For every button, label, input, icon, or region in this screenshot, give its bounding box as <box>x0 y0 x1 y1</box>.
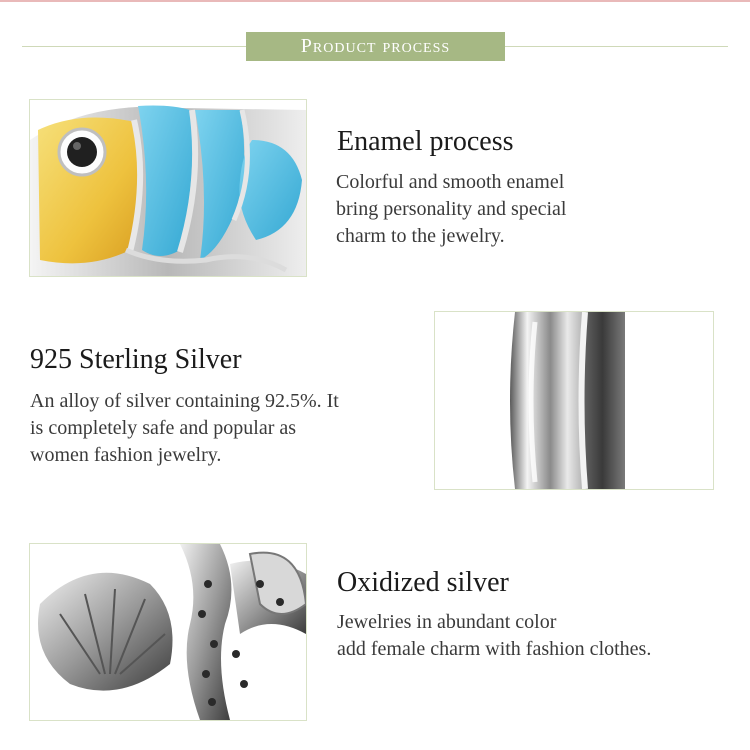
sterling-image-frame <box>434 311 714 490</box>
section-banner <box>246 32 505 61</box>
section-title-sterling: 925 Sterling Silver <box>30 344 242 375</box>
section-desc-oxidized: Jewelries in abundant color add female charm with fashion clothes. <box>337 611 652 660</box>
enamel-fish-charm-icon <box>30 100 306 276</box>
oxidized-image-frame <box>29 543 307 721</box>
enamel-image-frame <box>29 99 307 277</box>
section-title-oxidized: Oxidized silver <box>337 567 509 598</box>
oxidized-shell-charm-icon <box>30 544 306 720</box>
banner-rule-right <box>505 46 728 47</box>
top-accent-line <box>0 0 750 2</box>
banner-rule-left <box>22 46 246 47</box>
section-title-enamel: Enamel process <box>337 126 514 157</box>
silver-ring-icon <box>435 312 713 489</box>
section-desc-sterling: An alloy of silver containing 92.5%. It is completely safe and popular as women fashion jewelry. <box>30 390 339 466</box>
banner-title: Product process <box>300 35 451 57</box>
section-desc-enamel: Colorful and smooth enamel bring personality and special charm to the jewelry. <box>336 171 567 247</box>
